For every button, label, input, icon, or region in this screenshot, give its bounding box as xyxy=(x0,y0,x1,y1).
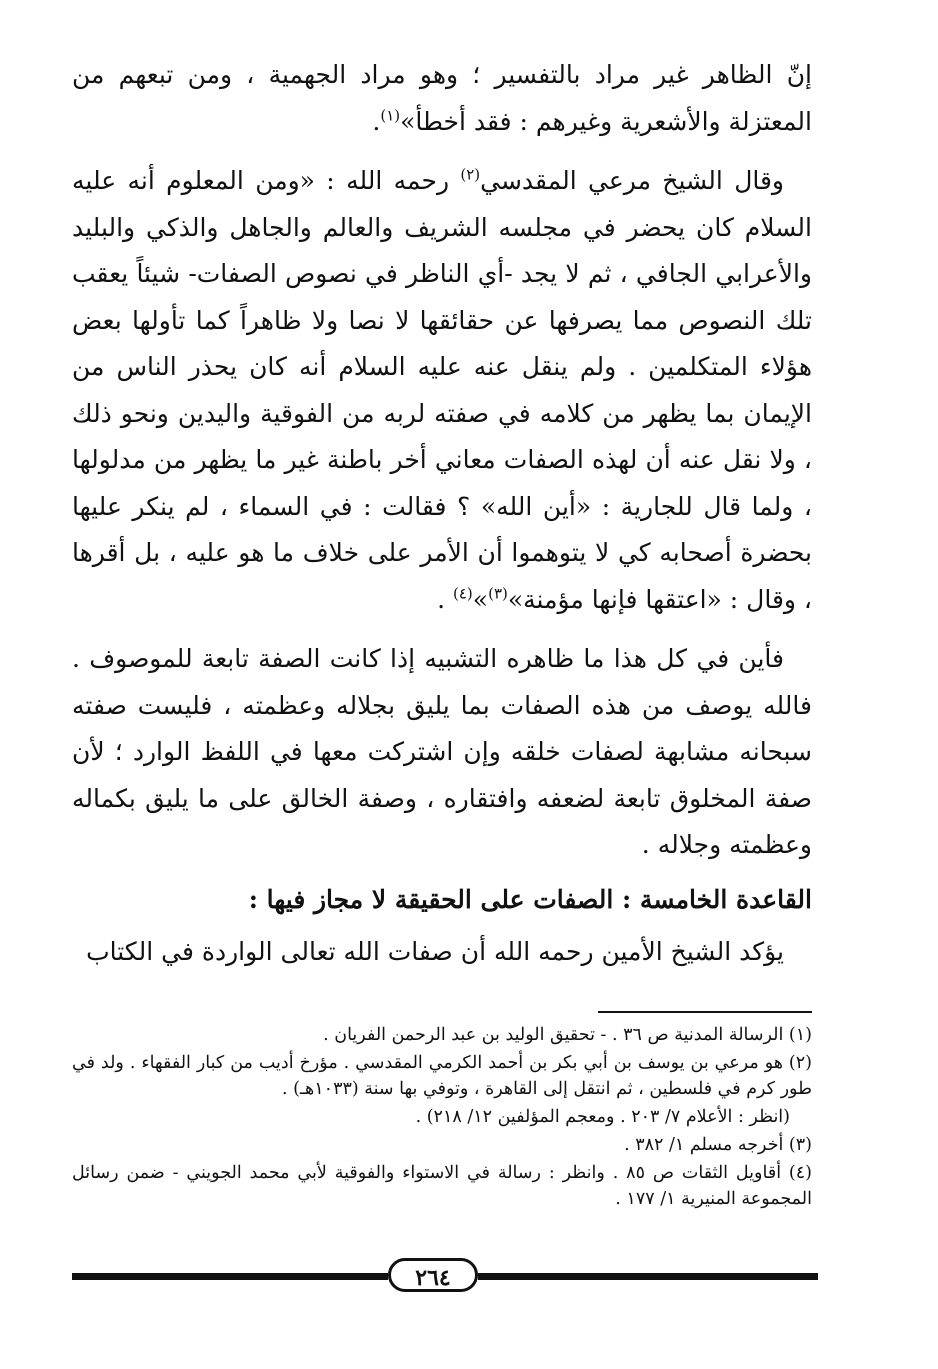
paragraph-2-text-b: رحمه الله : «ومن المعلوم أنه عليه السلام كان يحضر في مجلسه الشريف والعالم والجاهل والذكي والبليد والأعرابي الجافي ، ثم لا يجد -أي الناظر في نصوص الصفات- شيئاً يعقب تلك النصوص مما يصرفها عن حقائقها لا نصا ولا ظاهراً كما تأولها بعض هؤلاء المتكلمين . ولم ينقل عنه عليه السلام أنه كان يحذر الناس من الإيمان بما يظهر من كلامه في صفته لربه من الفوقية واليدين ونحو ذلك ، ولا نقل عنه أن لهذه الصفات معاني أخر باطنة غير ما يظهر من مدلولها ، ولما قال للجارية : «أين الله» ؟ فقالت : في السماء ، لم ينكر عليها بحضرة أصحابه كي لا يتوهموا أن الأمر على خلاف ما هو عليه ، بل أقرها ، وقال : «اعتقها فإنها مؤمنة» xyxy=(72,166,812,614)
paragraph-3: فأين في كل هذا ما ظاهره التشبيه إذا كانت الصفة تابعة للموصوف . فالله يوصف من هذه الصفات بما يليق بجلاله وعظمته ، فليست صفته سبحانه مشابهة لصفات خلقه وإن اشتركت معها في اللفظ الوارد ؛ لأن صفة المخلوق تابعة لضعفه وافتقاره ، وصفة الخالق على ما يليق بكماله وعظمته وجلاله . xyxy=(72,644,812,859)
footnote-1: (١) الرسالة المدنية ص ٣٦ . - تحقيق الوليد بن عبد الرحمن الفريان . xyxy=(323,1025,812,1045)
paragraph-1-end: . xyxy=(372,106,381,136)
paragraph-2-text-a: وقال الشيخ مرعي المقدسي xyxy=(480,166,784,195)
main-text xyxy=(72,52,812,976)
footnote-ref-2: (٢) xyxy=(460,165,481,184)
footnotes xyxy=(72,1022,812,1214)
footnote-ref-4: (٤) xyxy=(453,584,473,603)
footnote-2: (٢) هو مرعي بن يوسف بن أبي بكر بن أحمد الكرمي المقدسي . مؤرخ أديب من كبار الفقهاء . ولد في طور كرم في فلسطين ، ثم انتقل إلى القاهرة ، وتوفي بها سنة (١٠٣٣هـ) . xyxy=(72,1053,812,1099)
paragraph-1 xyxy=(72,52,812,145)
footer-bar-left xyxy=(72,1273,388,1280)
footnote-3: (٣) أخرجه مسلم ١/ ٣٨٢ . xyxy=(624,1135,812,1155)
paragraph-2-end: . xyxy=(437,584,453,614)
page-body xyxy=(72,52,812,976)
paragraph-1-text: إنّ الظاهر غير مراد بالتفسير ؛ وهو مراد الجهمية ، ومن تبعهم من المعتزلة والأشعرية وغيرهم : فقد أخطأ» xyxy=(72,60,812,136)
paragraph-2-quote-close: » xyxy=(472,584,489,614)
footnote-ref-3: (٣) xyxy=(488,584,508,603)
footnote-4: (٤) أقاويل الثقات ص ٨٥ . وانظر : رسالة في الاستواء والفوقية لأبي محمد الجويني - ضمن رسائل المجموعة المنيرية ١/ ١٧٧ . xyxy=(72,1163,812,1209)
section-heading: القاعدة الخامسة : الصفات على الحقيقة لا مجاز فيها : xyxy=(248,884,812,914)
footnote-2-reference: (انظر : الأعلام ٧/ ٢٠٣ . ومعجم المؤلفين ١٢/ ٢١٨) . xyxy=(415,1107,790,1127)
page-number: ٢٦٤ xyxy=(388,1258,478,1292)
paragraph-2 xyxy=(72,158,812,623)
footer-bar-right xyxy=(478,1273,818,1280)
footnote-ref-1: (١) xyxy=(380,106,401,125)
footnote-divider xyxy=(598,1011,812,1013)
paragraph-4: يؤكد الشيخ الأمين رحمه الله أن صفات الله تعالى الواردة في الكتاب xyxy=(86,937,784,966)
